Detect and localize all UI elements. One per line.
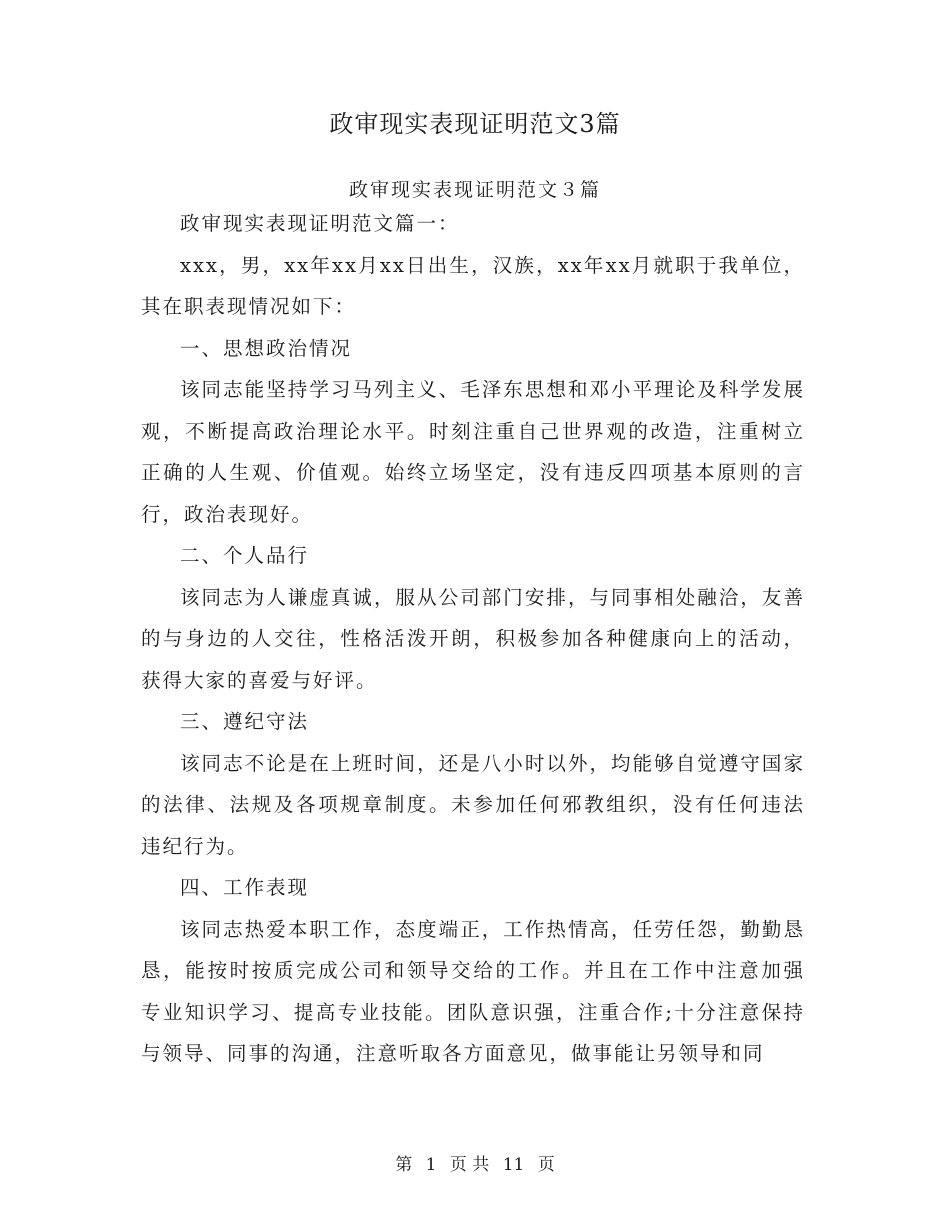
footer-suffix: 页 (537, 1155, 555, 1175)
page-footer (0, 1150, 950, 1175)
paragraph-character: 该同志为人谦虚真诚，服从公司部门安排，与同事相处融洽，友善的与身边的人交往，性格活泼开朗，积极参加各种健康向上的活动，获得大家的喜爱与好评。 (141, 585, 805, 692)
document-body (141, 203, 805, 1075)
paragraph-law: 该同志不论是在上班时间，还是八小时以外，均能够自觉遵守国家的法律、法规及各项规章制度。未参加任何邪教组织，没有任何违法违纪行为。 (141, 751, 805, 858)
section-heading-work: 四、工作表现 (180, 876, 310, 899)
document-title: 政审现实表现证明范文3篇 (329, 110, 621, 138)
section-heading-character: 二、个人品行 (180, 544, 310, 567)
intro-paragraph: xxx，男，xx年xx月xx日出生，汉族，xx年xx月就职于我单位，其在职表现情况如下： (141, 253, 805, 318)
paragraph-politics: 该同志能坚持学习马列主义、毛泽东思想和邓小平理论及科学发展观，不断提高政治理论水平。时刻注重自己世界观的改造，注重树立正确的人生观、价值观。始终立场坚定，没有违反四项基本原则的言行，政治表现好。 (141, 378, 805, 526)
section-heading-law: 三、遵纪守法 (180, 710, 310, 733)
section-heading-politics: 一、思想政治情况 (180, 336, 353, 360)
footer-prefix: 第 (395, 1155, 413, 1175)
document-subtitle: 政审现实表现证明范文３篇 (348, 179, 601, 201)
current-page-number: 1 (425, 1155, 437, 1175)
total-pages-number: 11 (502, 1155, 525, 1175)
section-intro-heading: 政审现实表现证明范文篇一： (180, 212, 460, 235)
paragraph-work: 该同志热爱本职工作，态度端正，工作热情高，任劳任怨，勤勤恳恳，能按时按质完成公司和领导交给的工作。并且在工作中注意加强专业知识学习、提高专业技能。团队意识强，注重合作;十分注意保持与领导、同事的沟通，注意听取各方面意见，做事能让另领导和同 (141, 917, 805, 1065)
footer-mid: 页 共 (449, 1155, 490, 1175)
